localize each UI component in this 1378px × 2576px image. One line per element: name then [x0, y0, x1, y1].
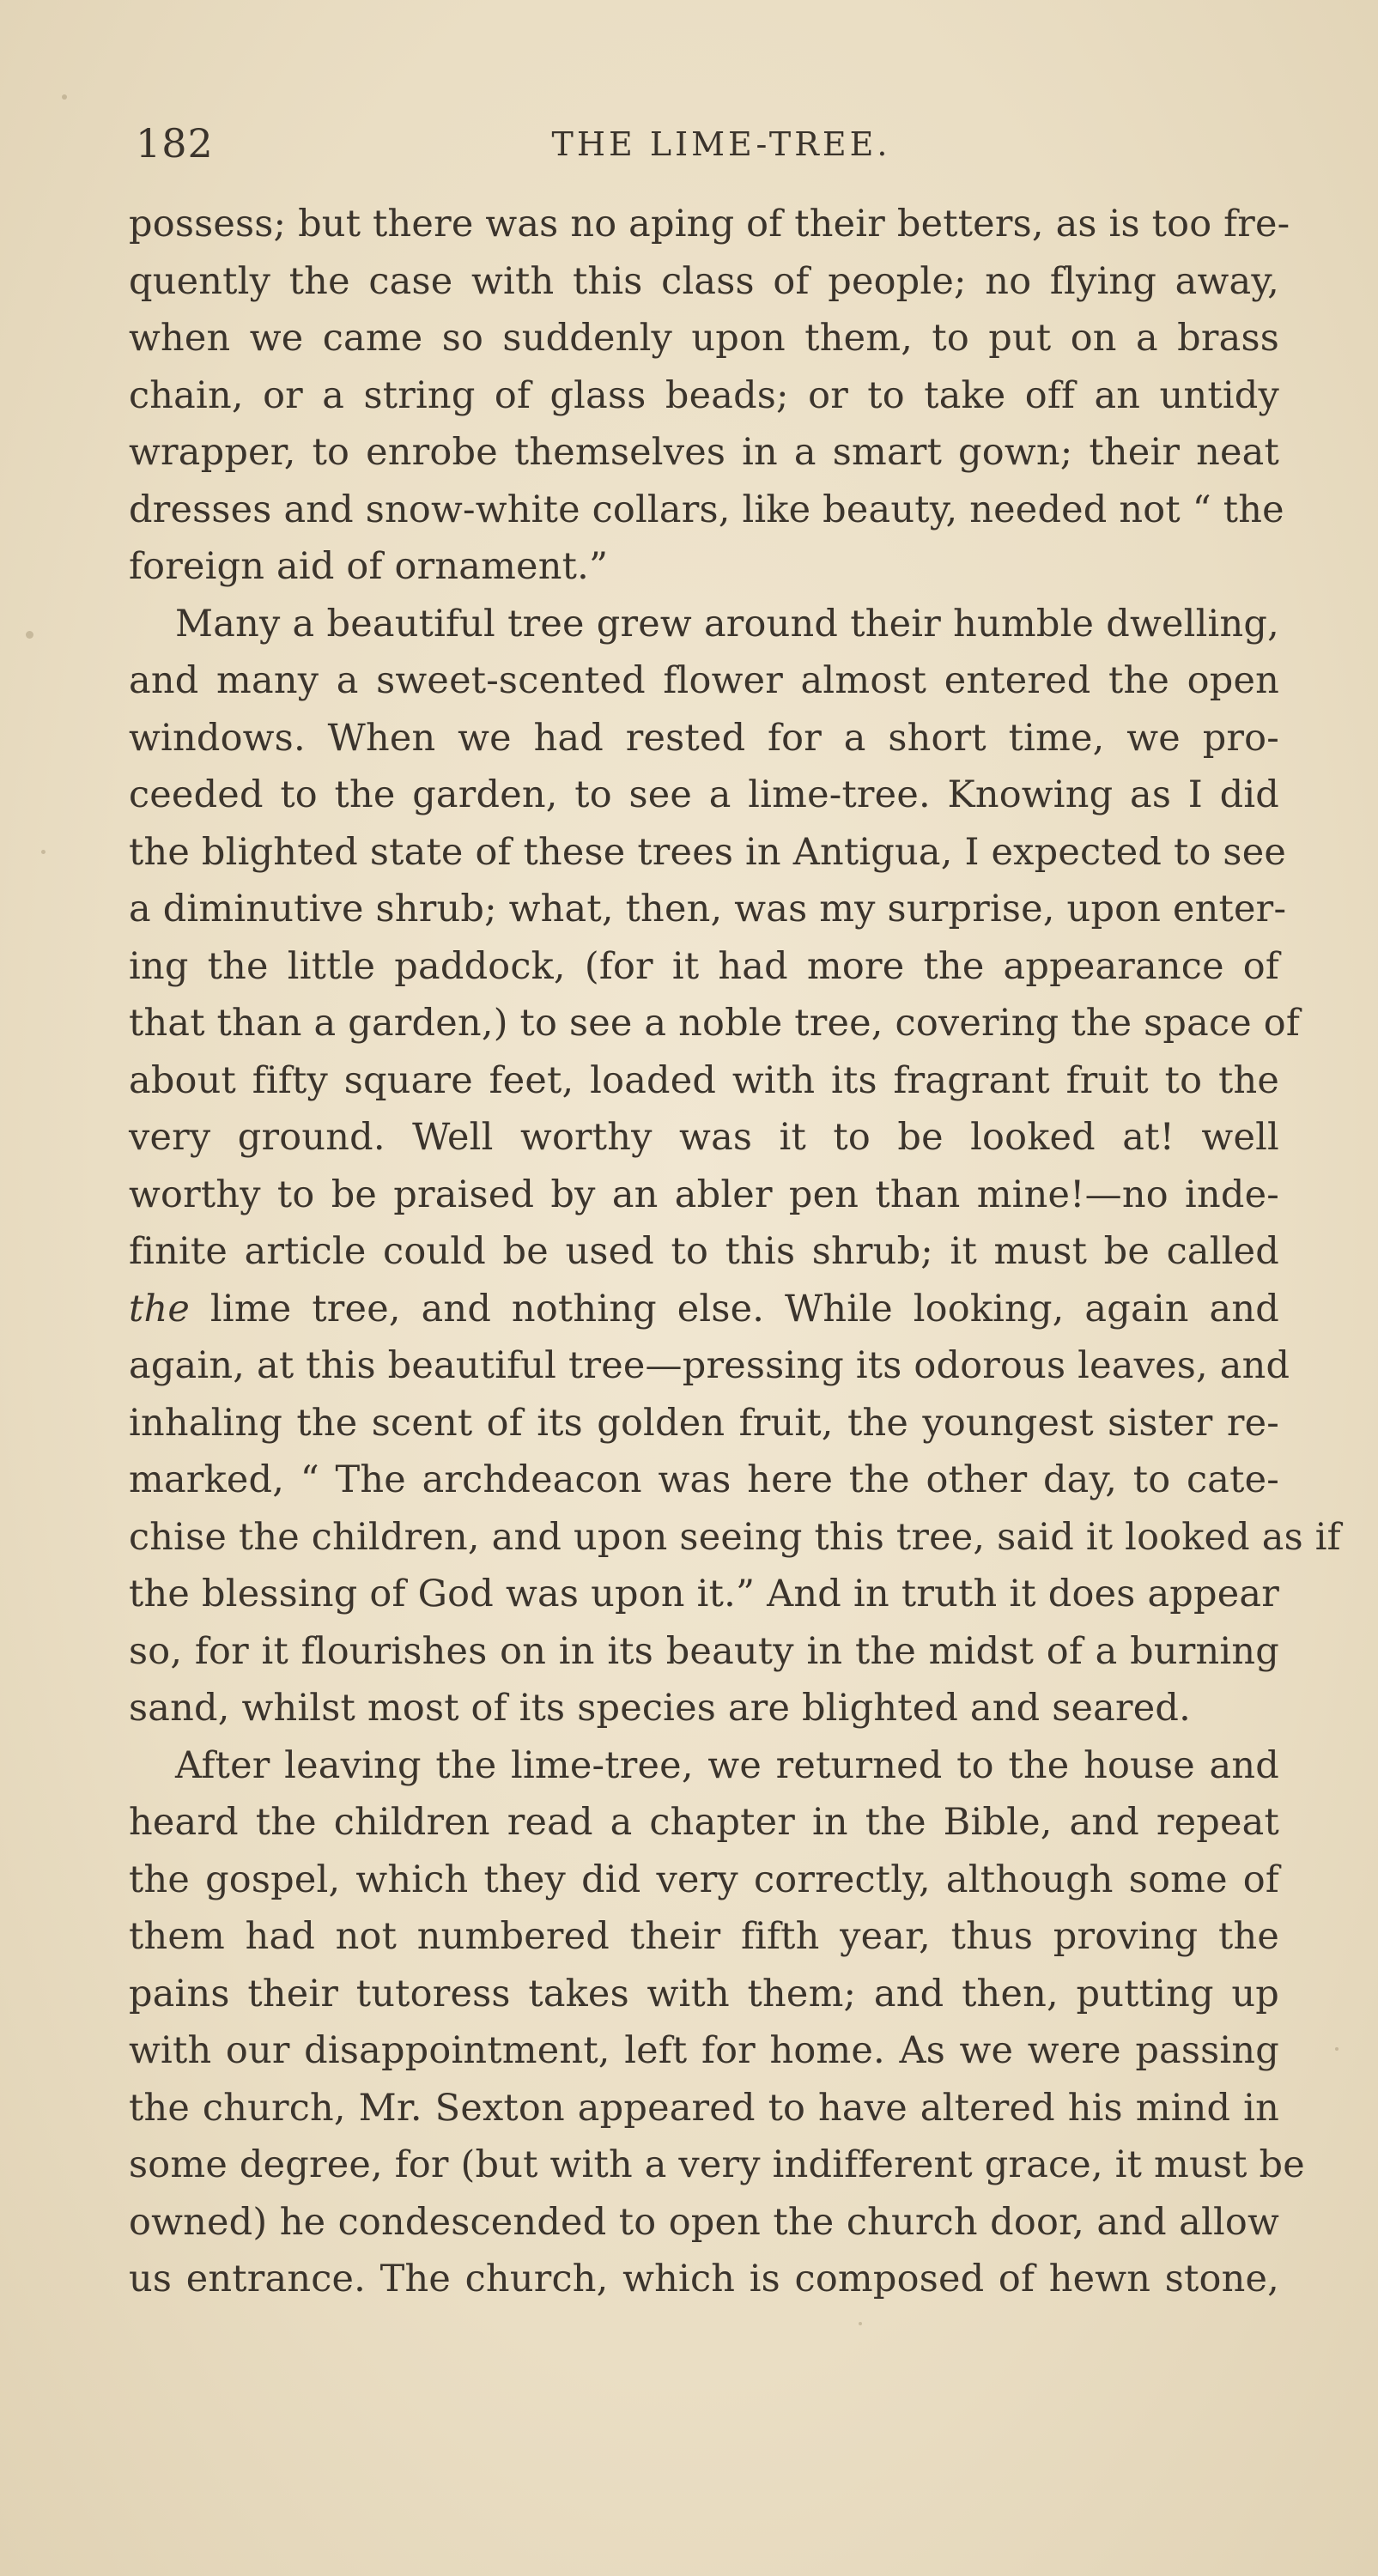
text-line: some degree, for (but with a very indifferent grace, it must be: [129, 2143, 1305, 2186]
italic-word: the: [129, 1287, 191, 1330]
text-line-with-italic: [129, 1281, 1279, 1338]
text-line: very ground. Well worthy was it to be looked at! well: [129, 1116, 1279, 1159]
text-line: the blighted state of these trees in Antigua, I expected to see: [129, 830, 1286, 874]
text-line: foreign aid of ornament.”: [129, 545, 609, 588]
text-line: chise the children, and upon seeing this tree, said it looked as if: [129, 1515, 1341, 1559]
text-line: with our disappointment, left for home. As we were passing: [129, 2029, 1279, 2072]
text-line: worthy to be praised by an abler pen than mine!—no inde-: [129, 1173, 1279, 1216]
text-line: marked, “ The archdeacon was here the other day, to cate-: [129, 1458, 1279, 1501]
text-line: sand, whilst most of its species are blighted and seared.: [129, 1687, 1192, 1730]
text-line: ing the little paddock, (for it had more the appearance of: [129, 944, 1279, 988]
text-line: heard the children read a chapter in the Bible, and repeat: [129, 1801, 1279, 1844]
text-line: possess; but there was no aping of their betters, as is too fre-: [129, 203, 1290, 245]
text-line: and many a sweet-scented flower almost entered the open: [129, 659, 1279, 702]
page-number: 182: [136, 120, 214, 167]
paper-speck: [41, 850, 46, 854]
paper-speck: [62, 94, 67, 100]
paper-speck: [26, 631, 33, 639]
text-line: quently the case with this class of people; no flying away,: [129, 259, 1279, 303]
text-line: the church, Mr. Sexton appeared to have altered his mind in: [129, 2086, 1279, 2130]
text-line: ceeded to the garden, to see a lime-tree. Knowing as I did: [129, 773, 1279, 816]
text-line: wrapper, to enrobe themselves in a smart gown; their neat: [129, 431, 1279, 474]
paper-speck: [1335, 2047, 1339, 2051]
paper-speck: [859, 2322, 862, 2325]
text-line: the gospel, which they did very correctly, although some of: [129, 1858, 1279, 1901]
text-line: a diminutive shrub; what, then, was my surprise, upon enter-: [129, 888, 1287, 930]
text-line: again, at this beautiful tree—pressing its odorous leaves, and: [129, 1344, 1290, 1387]
text-line: After leaving the lime-tree, we returned to the house and: [175, 1743, 1279, 1787]
page-header: [129, 120, 1279, 180]
text-line: Many a beautiful tree grew around their humble dwelling,: [175, 602, 1279, 646]
text-line: finite article could be used to this shrub; it must be called: [129, 1230, 1279, 1273]
body-text: [129, 196, 1341, 2308]
text-line: about fifty square feet, loaded with its fragrant fruit to the: [129, 1058, 1279, 1102]
text-line: that than a garden,) to see a noble tree, covering the space of: [129, 1002, 1300, 1045]
text-line: them had not numbered their fifth year, thus proving the: [129, 1915, 1279, 1958]
text-line: inhaling the scent of its golden fruit, the youngest sister re-: [129, 1401, 1279, 1445]
text-line: when we came so suddenly upon them, to put on a brass: [129, 317, 1279, 360]
text-line-rest: lime tree, and nothing else. While looking, again and: [209, 1287, 1279, 1330]
running-head: THE LIME-TREE.: [551, 125, 891, 163]
text-line: windows. When we had rested for a short time, we pro-: [129, 716, 1279, 760]
text-line: us entrance. The church, which is composed of hewn stone,: [129, 2258, 1279, 2300]
text-line: pains their tutoress takes with them; and then, putting up: [129, 1972, 1279, 2015]
text-line: chain, or a string of glass beads; or to take off an untidy: [129, 373, 1279, 417]
text-line: so, for it flourishes on in its beauty in the midst of a burning: [129, 1629, 1279, 1673]
text-line: owned) he condescended to open the church door, and allow: [129, 2200, 1279, 2244]
text-line: the blessing of God was upon it.” And in truth it does appear: [129, 1573, 1279, 1615]
text-line: dresses and snow-white collars, like beauty, needed not “ the: [129, 488, 1284, 531]
